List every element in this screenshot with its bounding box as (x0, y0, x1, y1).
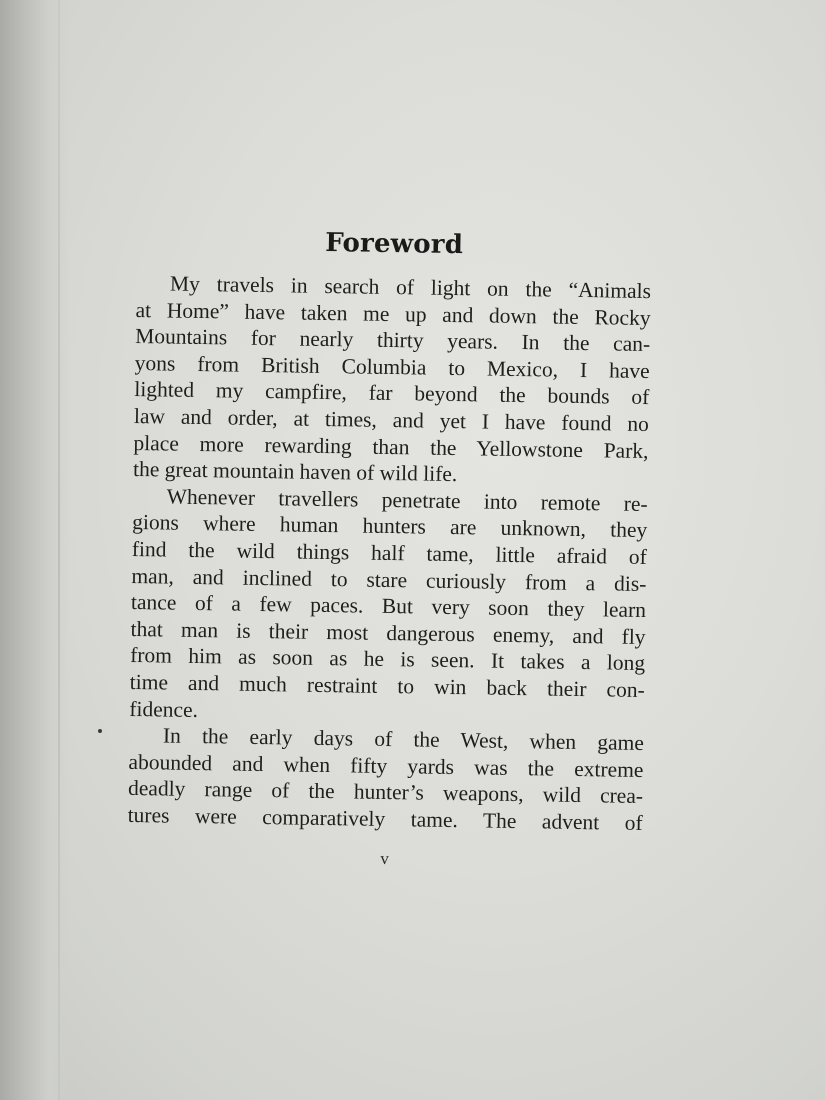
text-line: find the wild things half tame, little afraid of (131, 536, 647, 569)
text-line: man, and inclined to stare curiously from a dis- (131, 563, 647, 596)
text-line: abounded and when fifty yards was the extreme (128, 749, 644, 782)
paragraph-1 (133, 270, 651, 491)
text-line: deadly range of the hunter’s weapons, wild crea- (127, 776, 644, 809)
text-line: time and much restraint to win back their con- (129, 669, 645, 702)
printed-page (127, 222, 652, 874)
text-line: from him as soon as he is seen. It takes a long (130, 643, 646, 676)
text-line: yons from British Columbia to Mexico, I have (134, 350, 650, 383)
text-line: My travels in search of light on the “Animals (169, 271, 652, 304)
page-title: Foreword (325, 227, 464, 261)
text-line: lighted my campfire, far beyond the bounds of (134, 377, 650, 410)
text-line: In the early days of the West, when game (162, 723, 645, 756)
paragraph-3 (127, 722, 644, 836)
text-line: place more rewarding than the Yellowstone Park, (133, 430, 649, 463)
text-line: tance of a few paces. But very soon they learn (130, 590, 647, 623)
paragraph-2 (129, 483, 648, 730)
text-line: tures were comparatively tame. The advent of (127, 802, 643, 835)
page-edge (58, 0, 60, 1100)
text-line: law and order, at times, and yet I have found no (133, 403, 650, 437)
text-line: that man is their most dangerous enemy, and fly (130, 616, 646, 649)
text-line: fidence. (129, 696, 199, 722)
ink-speck (98, 729, 102, 733)
page-number: v (380, 849, 389, 869)
text-line: the great mountain haven of wild life. (132, 457, 458, 487)
text-line: Whenever travellers penetrate into remote re- (166, 484, 648, 516)
text-line: Mountains for nearly thirty years. In the can- (135, 324, 651, 357)
text-line: at Home” have taken me up and down the Rocky (135, 297, 651, 330)
text-line: gions where human hunters are unknown, they (132, 510, 648, 543)
